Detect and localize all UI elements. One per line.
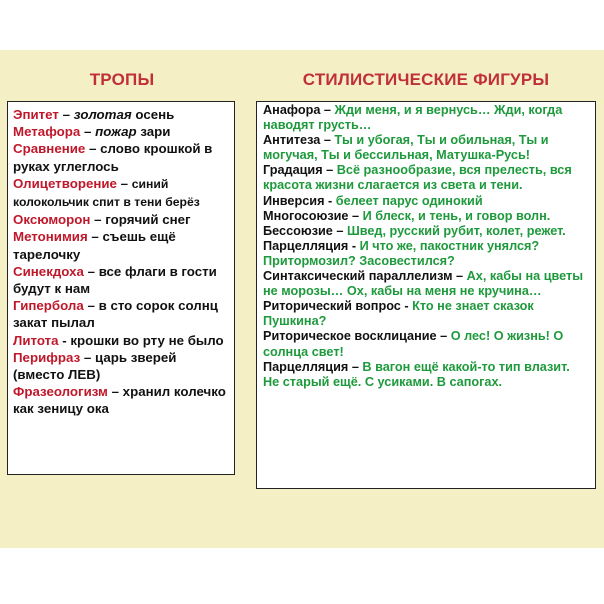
figures-box bbox=[256, 101, 596, 489]
figure-dash: – bbox=[436, 329, 451, 344]
figure-dash: - bbox=[324, 193, 336, 208]
figure-item bbox=[263, 224, 589, 239]
trope-text: в сто сорок солнц закат пылал bbox=[13, 298, 218, 331]
trope-item bbox=[13, 349, 229, 383]
figure-term: Риторический вопрос bbox=[263, 299, 401, 314]
figure-item bbox=[263, 133, 589, 163]
trope-item bbox=[13, 140, 229, 174]
figure-example: Жди меня, и я вернусь… Жди, когда наводят грусть… bbox=[263, 103, 563, 133]
figure-item bbox=[263, 209, 589, 224]
trope-term: Метонимия bbox=[13, 229, 88, 245]
figure-example: белеет парус одинокий bbox=[335, 193, 483, 208]
trope-dash: – bbox=[80, 124, 96, 140]
trope-term: Перифраз bbox=[13, 349, 81, 365]
trope-text: все флаги в гости будут к нам bbox=[13, 263, 217, 297]
figure-example: Кто не знает сказок Пушкина? bbox=[263, 299, 534, 329]
figure-item bbox=[263, 299, 589, 329]
trope-example: золотая bbox=[73, 107, 132, 122]
figure-dash: – bbox=[332, 223, 347, 238]
figure-dash: – bbox=[348, 359, 363, 374]
trope-text: осень bbox=[131, 107, 175, 122]
trope-item bbox=[13, 228, 229, 262]
trope-dash: – bbox=[80, 349, 95, 365]
trope-item bbox=[13, 106, 229, 123]
figure-example: Ты и убогая, Ты и обильная, Ты и могучая, Ты и бессильная, Матушка-Русь! bbox=[263, 133, 549, 163]
trope-text: синий колокольчик спит в тени берёз bbox=[13, 176, 200, 210]
figure-term: Риторическое восклицание bbox=[263, 329, 437, 344]
trope-dash: – bbox=[107, 384, 123, 400]
trope-text: хранил колечко как зеницу ока bbox=[13, 384, 226, 417]
trope-text: горячий снег bbox=[105, 212, 191, 228]
figure-item bbox=[263, 163, 589, 193]
figure-dash: – bbox=[320, 133, 335, 148]
trope-text: слово крошкой в руках углеглось bbox=[13, 141, 213, 174]
figure-item bbox=[263, 269, 589, 299]
figure-item bbox=[263, 103, 589, 133]
trope-term: Фразеологизм bbox=[13, 384, 108, 400]
trope-item bbox=[13, 123, 229, 140]
trope-dash: – bbox=[87, 229, 103, 245]
trope-dash: - bbox=[58, 332, 71, 348]
figure-term: Анафора bbox=[263, 103, 321, 117]
figure-dash: – bbox=[348, 208, 363, 223]
figure-dash: – bbox=[320, 103, 335, 117]
trope-item bbox=[13, 383, 229, 417]
trope-item bbox=[13, 175, 229, 211]
figure-term: Многосоюзие bbox=[263, 208, 349, 223]
figure-term: Инверсия bbox=[263, 193, 325, 208]
trope-term: Гипербола bbox=[13, 298, 84, 314]
trope-dash: – bbox=[90, 212, 106, 228]
figure-dash: – bbox=[452, 269, 467, 284]
figure-example: Ах, кабы на цветы не морозы… Ох, кабы на меня не кручина… bbox=[263, 269, 584, 299]
figure-term: Бессоюзие bbox=[263, 223, 333, 238]
trope-dash: – bbox=[116, 175, 132, 191]
trope-item bbox=[13, 297, 229, 331]
figure-example: И что же, пакостник унялся? Притормозил? Засовестился? bbox=[263, 238, 540, 268]
figure-example: О лес! О жизнь! О солнца свет! bbox=[263, 329, 564, 359]
trope-term: Синекдоха bbox=[13, 263, 84, 279]
figures-heading: СТИЛИСТИЧЕСКИЕ ФИГУРЫ bbox=[302, 70, 550, 89]
figure-term: Антитеза bbox=[263, 133, 321, 148]
tropes-box bbox=[7, 101, 235, 475]
trope-item bbox=[13, 332, 229, 349]
trope-item bbox=[13, 211, 229, 228]
figure-term: Градация bbox=[263, 163, 323, 178]
trope-dash: – bbox=[58, 107, 74, 122]
figure-item bbox=[263, 239, 589, 269]
figure-dash: – bbox=[322, 163, 337, 178]
figure-example: В вагон ещё какой-то тип влазит. Не старый ещё. С усиками. В сапогах. bbox=[263, 359, 570, 389]
figure-term: Парцелляция bbox=[263, 238, 349, 253]
trope-term: Олицетворение bbox=[13, 175, 117, 191]
figure-item bbox=[263, 329, 589, 359]
trope-text: царь зверей (вместо ЛЕВ) bbox=[13, 349, 177, 383]
trope-dash: – bbox=[83, 298, 99, 314]
trope-text: крошки во рту не было bbox=[70, 332, 224, 348]
figure-dash: - bbox=[400, 299, 413, 314]
trope-term: Оксюморон bbox=[13, 212, 91, 228]
figure-example: Всё разнообразие, вся прелесть, вся красота жизни слагается из света и тени. bbox=[263, 163, 572, 193]
figure-example: И блеск, и тень, и говор волн. bbox=[362, 208, 551, 223]
figure-item bbox=[263, 194, 589, 209]
tropes-heading: ТРОПЫ bbox=[89, 70, 155, 89]
trope-dash: – bbox=[83, 263, 99, 279]
trope-example: пожар bbox=[95, 124, 137, 140]
figure-example: Швед, русский рубит, колет, режет. bbox=[346, 223, 566, 238]
figure-term: Парцелляция bbox=[263, 359, 349, 374]
figure-dash: - bbox=[348, 238, 360, 253]
trope-item bbox=[13, 263, 229, 297]
figure-term: Синтаксический параллелизм bbox=[263, 269, 453, 284]
trope-term: Эпитет bbox=[13, 107, 59, 122]
trope-term: Литота bbox=[13, 332, 59, 348]
trope-text: съешь ещё тарелочку bbox=[13, 229, 176, 262]
trope-text: зари bbox=[136, 124, 171, 140]
figure-item bbox=[263, 360, 589, 390]
trope-term: Сравнение bbox=[13, 141, 86, 157]
trope-term: Метафора bbox=[13, 124, 81, 140]
trope-dash: – bbox=[85, 141, 101, 157]
